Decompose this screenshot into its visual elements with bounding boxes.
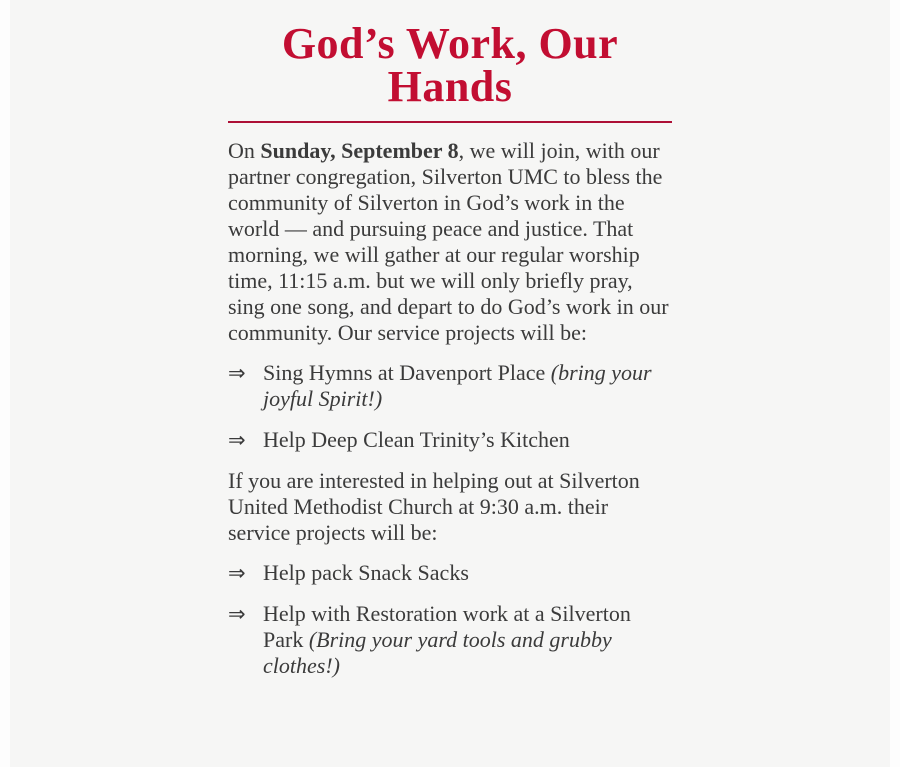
- item-note-italic: (bring your joyful Spirit!): [263, 360, 652, 411]
- page-title: God’s Work, Our Hands: [281, 19, 619, 111]
- intro-paragraph: [228, 138, 672, 346]
- double-arrow-bullet-icon: ⇒: [228, 361, 246, 385]
- double-arrow-bullet-icon: ⇒: [228, 561, 246, 585]
- title-underline-rule: [228, 121, 672, 123]
- item-main-text: Help Deep Clean Trinity’s Kitchen: [263, 427, 570, 452]
- item-main-text: Help with Restoration work at a Silverton Park: [263, 601, 631, 652]
- flyer-content: [228, 0, 672, 679]
- list-item: [228, 427, 672, 453]
- silverton-project-list: [228, 560, 672, 679]
- item-text: [263, 427, 672, 453]
- trinity-project-list: [228, 360, 672, 453]
- item-main-text: Sing Hymns at Davenport Place: [263, 360, 551, 385]
- intro-prefix: On: [228, 138, 261, 163]
- left-margin-strip: [0, 0, 10, 767]
- item-note-italic: (Bring your yard tools and grubby clothes!): [263, 627, 612, 678]
- item-main-text: Help pack Snack Sacks: [263, 560, 469, 585]
- intro-date-bold: Sunday, September 8: [260, 138, 459, 163]
- item-text: [263, 560, 672, 586]
- intro-rest: , we will join, with our partner congregation, Silverton UMC to bless the community of Silverton in God’s work in the world — and pursuing peace and justice. That morning, we will gather at our regular worship time, 11:15 a.m. but we will only briefly pray, sing one song, and depart to do God’s work in our community. Our service projects will be:: [228, 138, 669, 345]
- right-margin-strip: [890, 0, 900, 767]
- list-item: [228, 560, 672, 586]
- silverton-paragraph: If you are interested in helping out at Silverton United Methodist Church at 9:30 a.m. their service projects will be:: [228, 468, 640, 545]
- list-item: [228, 360, 672, 412]
- double-arrow-bullet-icon: ⇒: [228, 428, 246, 452]
- item-text: [263, 601, 672, 679]
- item-text: [263, 360, 672, 412]
- list-item: [228, 601, 672, 679]
- double-arrow-bullet-icon: ⇒: [228, 602, 246, 626]
